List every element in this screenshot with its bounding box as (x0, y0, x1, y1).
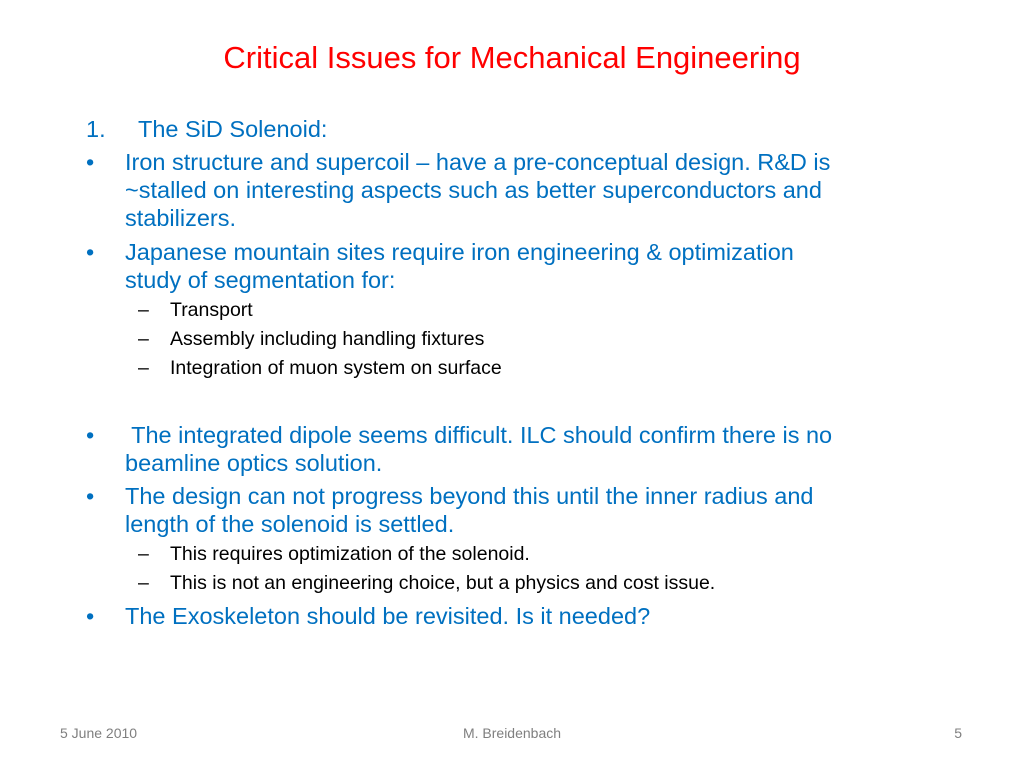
slide-title: Critical Issues for Mechanical Engineering (223, 40, 801, 75)
dash-icon: – (138, 328, 149, 350)
sub-item-text: This is not an engineering choice, but a physics and cost issue. (170, 572, 716, 594)
dash-icon: – (138, 572, 149, 594)
bullet-text: Iron structure and supercoil – have a pre-conceptual design. R&D is (125, 149, 831, 175)
bullet-text: beamline optics solution. (125, 450, 383, 476)
bullet-icon: • (86, 149, 95, 175)
bullet-text: Japanese mountain sites require iron engineering & optimization (125, 239, 794, 265)
footer-page-number: 5 (954, 725, 962, 741)
dash-icon: – (138, 543, 149, 565)
bullet-icon: • (86, 603, 95, 629)
bullet-icon: • (86, 483, 95, 509)
list-number: 1. (86, 116, 106, 142)
heading-solenoid: The SiD Solenoid: (138, 116, 328, 142)
sub-item-text: Integration of muon system on surface (170, 357, 502, 379)
dash-icon: – (138, 299, 149, 321)
bullet-text: length of the solenoid is settled. (125, 511, 455, 537)
bullet-text: ~stalled on interesting aspects such as better superconductors and (125, 177, 822, 203)
sub-item-text: Transport (170, 299, 253, 321)
bullet-text: The Exoskeleton should be revisited. Is it needed? (125, 603, 651, 629)
footer-author: M. Breidenbach (462, 725, 562, 741)
footer-date: 5 June 2010 (60, 725, 138, 741)
dash-icon: – (138, 357, 149, 379)
bullet-text: study of segmentation for: (125, 267, 396, 293)
bullet-text: The design can not progress beyond this until the inner radius and (125, 483, 814, 509)
bullet-icon: • (86, 239, 95, 265)
sub-item-text: This requires optimization of the solenoid. (170, 543, 530, 565)
bullet-text: The integrated dipole seems difficult. ILC should confirm there is no (125, 422, 833, 448)
sub-item-text: Assembly including handling fixtures (170, 328, 485, 350)
bullet-text: stabilizers. (125, 205, 237, 231)
bullet-icon: • (86, 422, 95, 448)
